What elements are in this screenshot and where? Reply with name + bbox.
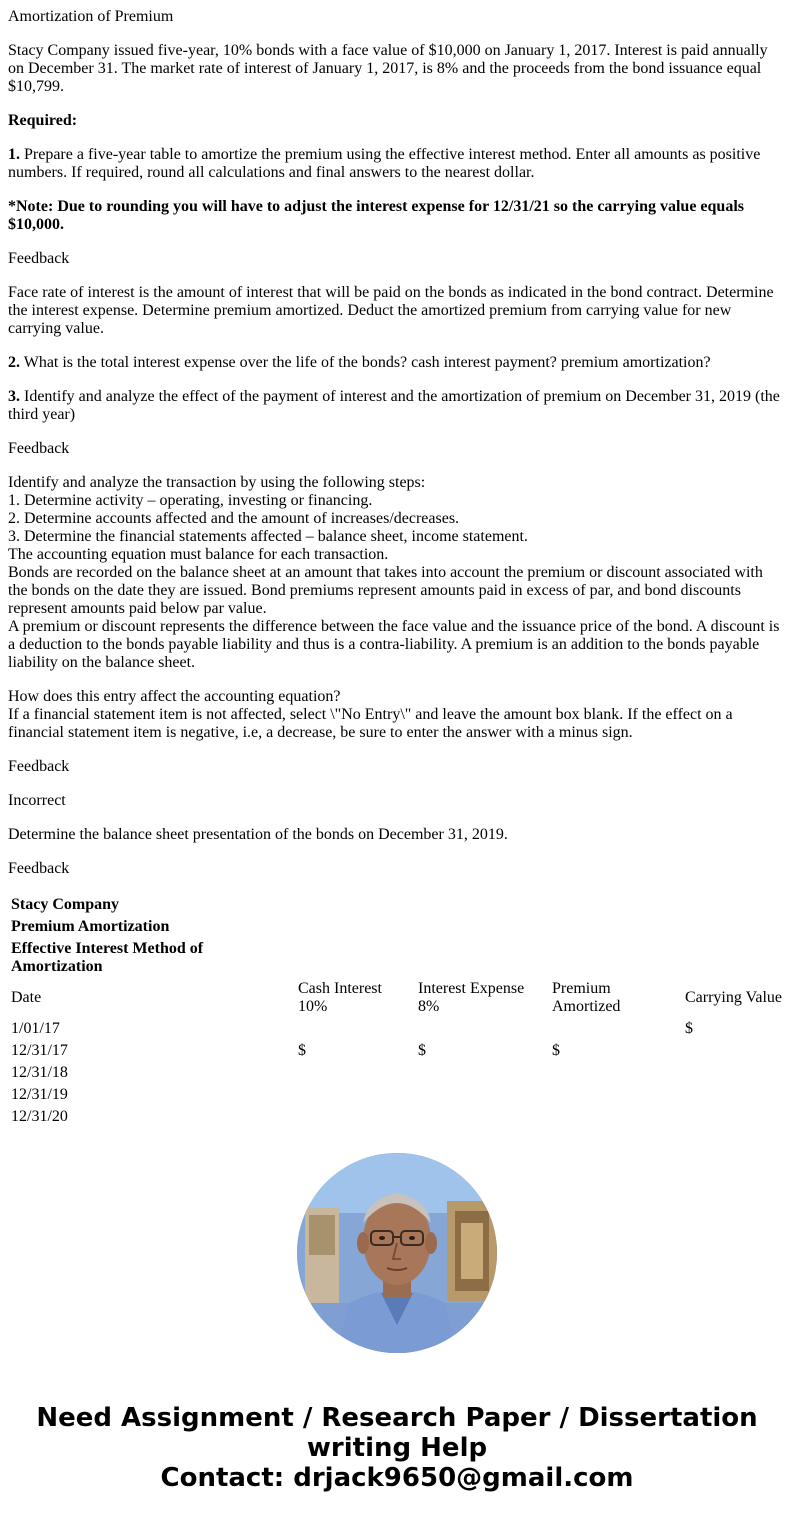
- table-title-row: [10, 895, 786, 915]
- premium-amortized-cell: [551, 1107, 682, 1127]
- column-header-cash-interest: Cash Interest 10%: [298, 980, 382, 1015]
- feedback-text-1: Face rate of interest is the amount of interest that will be paid on the bonds as indicated in the bond contract. Determine the interest expense. Determine premium amortized. Deduct the amortized premium from carrying value for new carrying value.: [8, 284, 774, 337]
- interest-expense-cell: $: [418, 1042, 426, 1059]
- banner-line-2: writing Help: [306, 1433, 488, 1463]
- feedback-label-4: Feedback: [8, 860, 70, 877]
- table-row: [10, 1107, 786, 1127]
- row-date: 12/31/20: [11, 1108, 68, 1125]
- cash-interest-cell: [297, 1107, 415, 1127]
- row-date: 12/31/17: [11, 1042, 68, 1059]
- amortization-table: [8, 893, 788, 1129]
- table-row: [10, 1041, 786, 1061]
- feedback-label-1: Feedback: [8, 250, 70, 267]
- step-line: 3. Determine the financial statements affected – balance sheet, income statement.: [8, 528, 528, 545]
- step-line: Identify and analyze the transaction by using the following steps:: [8, 474, 426, 491]
- row-date: 1/01/17: [11, 1020, 60, 1037]
- question-1-text: Prepare a five-year table to amortize the premium using the effective interest method. Enter all amounts as positive numbers. If required, round all calculations and final answers to the nearest dollar.: [8, 146, 761, 181]
- presentation-question: Determine the balance sheet presentation of the bonds on December 31, 2019.: [8, 826, 508, 843]
- step-line: The accounting equation must balance for each transaction.: [8, 546, 389, 563]
- question-3: [8, 388, 786, 424]
- interest-expense-cell: [417, 1085, 549, 1105]
- rounding-note: *Note: Due to rounding you will have to adjust the interest expense for 12/31/21 so the carrying value equals $10,000.: [8, 198, 744, 233]
- question-2-number: 2.: [8, 354, 20, 371]
- question-3-number: 3.: [8, 388, 20, 405]
- column-header-premium-amortized: Premium Amortized: [552, 980, 621, 1015]
- incorrect-status: Incorrect: [8, 792, 66, 809]
- step-line: Bonds are recorded on the balance sheet at an amount that takes into account the premium or discount associated with the bonds on the date they are issued. Bond premiums represent amounts paid in excess of par, and bond discounts represent amounts paid below par value.: [8, 564, 763, 617]
- table-title-row: [10, 917, 786, 937]
- premium-amortized-cell: [551, 1063, 682, 1083]
- carrying-value-cell: $: [685, 1020, 693, 1037]
- column-header-date: Date: [11, 989, 42, 1006]
- feedback-label-2: Feedback: [8, 440, 70, 457]
- carrying-value-cell: [684, 1041, 786, 1061]
- table-subtitle: Premium Amortization: [11, 918, 170, 935]
- question-1-number: 1.: [8, 146, 20, 163]
- step-line: A premium or discount represents the difference between the face value and the issuance price of the bond. A discount is a deduction to the bonds payable liability and thus is a contra-liability. A premium is an addition to the bonds payable liability on the balance sheet.: [8, 618, 780, 671]
- carrying-value-cell: [684, 1085, 786, 1105]
- question-1: [8, 146, 786, 182]
- carrying-value-cell: [684, 1063, 786, 1083]
- promo-banner: [0, 1403, 794, 1493]
- required-heading: Required:: [8, 112, 78, 129]
- interest-expense-cell: [417, 1107, 549, 1127]
- tutor-portrait: [297, 1153, 497, 1353]
- analysis-steps: [8, 474, 786, 672]
- table-row: [10, 1063, 786, 1083]
- cash-interest-cell: [297, 1085, 415, 1105]
- table-row: [10, 1085, 786, 1105]
- cash-interest-cell: $: [298, 1042, 306, 1059]
- premium-amortized-cell: [551, 1019, 682, 1039]
- table-title-row: [10, 939, 786, 977]
- table-company: Stacy Company: [11, 896, 120, 913]
- banner-line-1: Need Assignment / Research Paper / Dissertation: [36, 1403, 758, 1433]
- table-row: [10, 1019, 786, 1039]
- premium-amortized-cell: $: [552, 1042, 560, 1059]
- equation-question: How does this entry affect the accounting equation?: [8, 688, 341, 705]
- equation-instructions: If a financial statement item is not affected, select \"No Entry\" and leave the amount box blank. If the effect on a financial statement item is negative, i.e, a decrease, be sure to enter the answer with a minus sign.: [8, 706, 733, 741]
- equation-question-block: [8, 688, 786, 742]
- row-date: 12/31/19: [11, 1086, 68, 1103]
- feedback-label-3: Feedback: [8, 758, 70, 775]
- premium-amortized-cell: [551, 1085, 682, 1105]
- cash-interest-cell: [297, 1063, 415, 1083]
- banner-contact: Contact: drjack9650@gmail.com: [160, 1463, 634, 1493]
- carrying-value-cell: [684, 1107, 786, 1127]
- tutor-avatar: [297, 1153, 497, 1353]
- intro-paragraph: Stacy Company issued five-year, 10% bonds with a face value of $10,000 on January 1, 2017. Interest is paid annually on December 31. The market rate of interest of January 1, 2017, is 8% and the proceeds from the bond issuance equal $10,799.: [8, 42, 768, 95]
- page-title: Amortization of Premium: [8, 8, 174, 25]
- interest-expense-cell: [417, 1063, 549, 1083]
- cash-interest-cell: [297, 1019, 415, 1039]
- column-header-interest-expense: Interest Expense 8%: [418, 980, 525, 1015]
- table-header-row: [10, 979, 786, 1017]
- question-3-text: Identify and analyze the effect of the payment of interest and the amortization of premium on December 31, 2019 (the third year): [8, 388, 780, 423]
- row-date: 12/31/18: [11, 1064, 68, 1081]
- step-line: 1. Determine activity – operating, investing or financing.: [8, 492, 373, 509]
- interest-expense-cell: [417, 1019, 549, 1039]
- question-2: [8, 354, 786, 372]
- table-method: Effective Interest Method of Amortization: [11, 940, 204, 975]
- column-header-carrying-value: Carrying Value: [685, 989, 783, 1006]
- question-2-text: What is the total interest expense over the life of the bonds? cash interest payment? premium amortization?: [20, 354, 711, 371]
- step-line: 2. Determine accounts affected and the amount of increases/decreases.: [8, 510, 460, 527]
